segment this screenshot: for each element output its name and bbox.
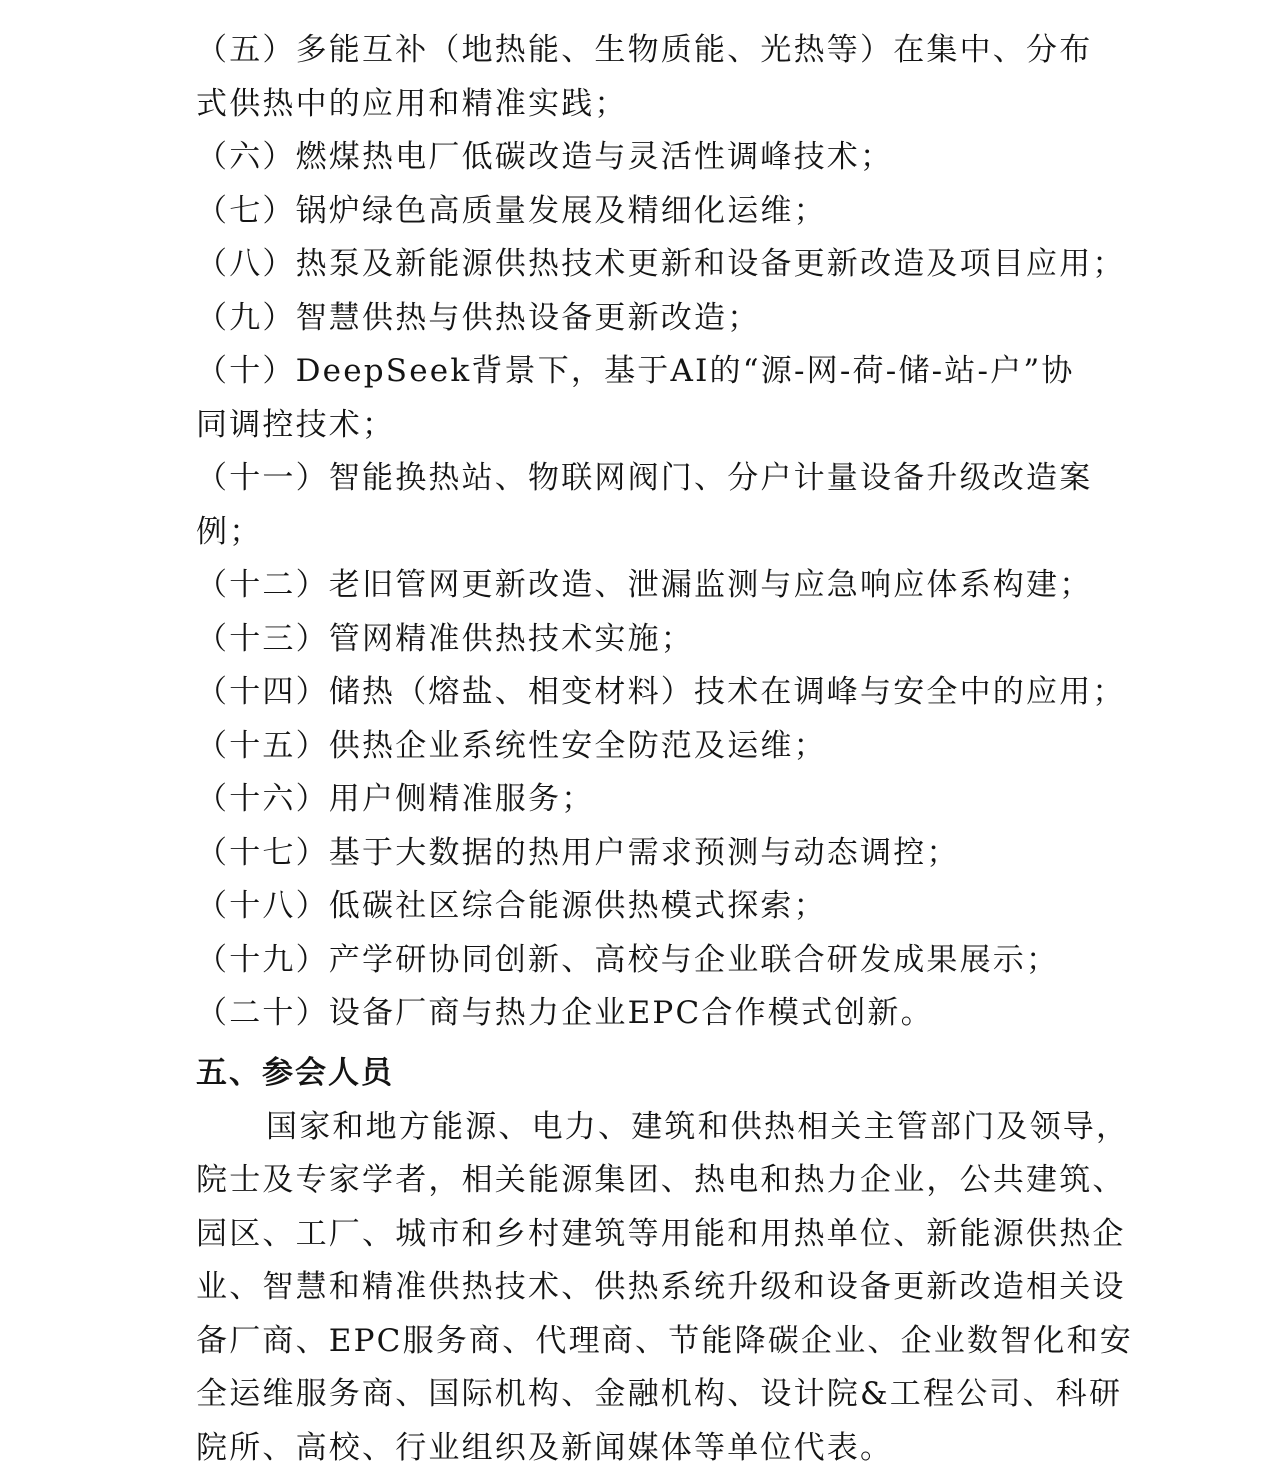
- list-item-text: （七）锅炉绿色高质量发展及精细化运维；: [196, 192, 827, 229]
- list-item-text: （六）燃煤热电厂低碳改造与灵活性调峰技术；: [196, 139, 894, 175]
- list-item: [196, 24, 1146, 131]
- topic-list: [196, 24, 1146, 1041]
- list-item: [196, 292, 1146, 346]
- list-item: [196, 934, 1146, 988]
- list-item: [196, 238, 1146, 292]
- list-item-continuation: 同调控技术；: [196, 406, 396, 443]
- list-item: [196, 666, 1146, 720]
- list-item: [196, 720, 1146, 774]
- list-item-text: （十七）基于大数据的热用户需求预测与动态调控；: [196, 834, 960, 871]
- list-item-text: （十二）老旧管网更新改造、泄漏监测与应急响应体系构建；: [196, 567, 1093, 603]
- list-item: [196, 131, 1146, 185]
- list-item-text: （十九）产学研协同创新、高校与企业联合研发成果展示；: [196, 941, 1060, 978]
- list-item-text: （十六）用户侧精准服务；: [196, 781, 595, 817]
- list-item: [196, 880, 1146, 934]
- list-item-text: （二十）设备厂商与热力企业EPC合作模式创新。: [196, 995, 934, 1031]
- list-item-continuation: 式供热中的应用和精准实践；: [196, 85, 628, 122]
- document-body: [196, 24, 1146, 1475]
- section-paragraph: 国家和地方能源、电力、建筑和供热相关主管部门及领导，院士及专家学者，相关能源集团、热电和热力企业，公共建筑、园区、工厂、城市和乡村建筑等用能和用热单位、新能源供热企业、智慧和精准供热技术、供热系统升级和设备更新改造相关设备厂商、EPC服务商、代理商、节能降碳企业、企业数智化和安全运维服务商、国际机构、金融机构、设计院&工程公司、科研院所、高校、行业组织及新闻媒体等单位代表。: [196, 1108, 1134, 1466]
- list-item: [196, 613, 1146, 667]
- list-item-text: （五）多能互补（地热能、生物质能、光热等）在集中、分布: [196, 32, 1093, 68]
- list-item-continuation: 例；: [196, 513, 263, 550]
- list-item: [196, 773, 1146, 827]
- list-item-text: （十一）智能换热站、物联网阀门、分户计量设备升级改造案: [196, 460, 1093, 496]
- list-item: [196, 345, 1146, 452]
- section-heading: 五、参会人员: [196, 1054, 394, 1091]
- list-item-text: （八）热泵及新能源供热技术更新和设备更新改造及项目应用；: [196, 246, 1126, 282]
- list-item-text: （十）DeepSeek背景下，基于AI的“源-网-荷-储-站-户”协: [196, 353, 1075, 389]
- list-item-text: （九）智慧供热与供热设备更新改造；: [196, 299, 761, 336]
- list-item: [196, 452, 1146, 559]
- list-item-text: （十四）储热（熔盐、相变材料）技术在调峰与安全中的应用；: [196, 674, 1126, 710]
- list-item: [196, 559, 1146, 613]
- list-item-text: （十三）管网精准供热技术实施；: [196, 620, 694, 657]
- list-item: [196, 987, 1146, 1041]
- list-item: [196, 185, 1146, 239]
- list-item-text: （十八）低碳社区综合能源供热模式探索；: [196, 888, 827, 924]
- list-item-text: （十五）供热企业系统性安全防范及运维；: [196, 727, 827, 764]
- list-item: [196, 827, 1146, 881]
